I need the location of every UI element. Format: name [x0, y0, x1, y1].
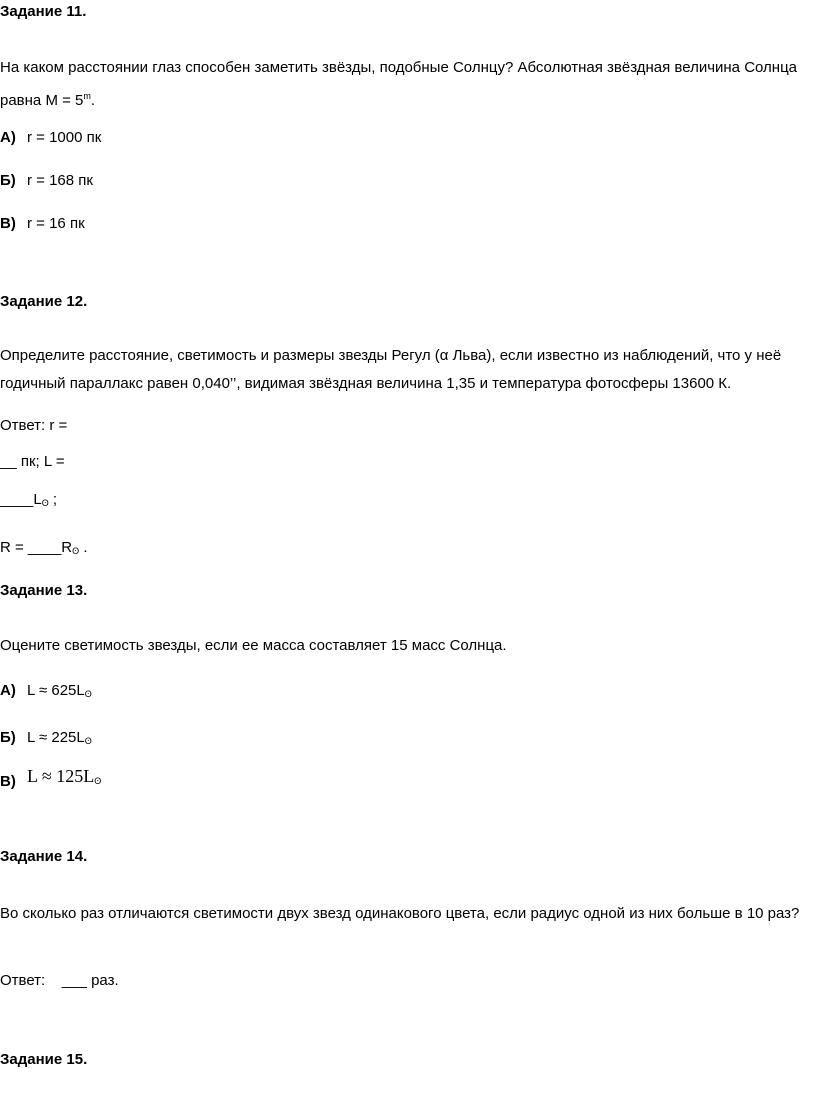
- task-13-option-c: [0, 766, 101, 792]
- task-11-question-end: .: [90, 92, 96, 109]
- task-15-heading: Задание 15.: [0, 1051, 88, 1068]
- task-13-heading: Задание 13.: [0, 582, 88, 599]
- task-11-option-a: [0, 128, 101, 148]
- radius-blank: R = ____R: [0, 539, 73, 556]
- option-label: А): [0, 682, 16, 699]
- sun-symbol: ʘ: [41, 498, 49, 508]
- sun-symbol: ʘ: [84, 689, 92, 699]
- option-label: В): [0, 215, 16, 232]
- task-11-option-b: [0, 171, 93, 191]
- task-14-answer: Ответ: ___ раз.: [0, 972, 119, 989]
- option-text: L ≈ 125L: [27, 766, 95, 786]
- task-11-question-text: На каком расстоянии глаз способен заметить звёзды, подобные Солнцу? Абсолютная звёздная величина Солнца равна М = 5: [0, 59, 798, 109]
- task-11-magnitude-unit: m: [83, 91, 91, 101]
- option-label: В): [0, 773, 16, 790]
- option-text: L ≈ 225L: [27, 729, 85, 746]
- sun-symbol: ʘ: [72, 546, 80, 556]
- task-13-question: Оцените светимость звезды, если ее масса составляет 15 масс Солнца.: [0, 637, 507, 654]
- sun-symbol: ʘ: [84, 736, 92, 746]
- task-12-answer-line-3: [0, 490, 57, 513]
- task-11-option-c: [0, 214, 85, 234]
- option-text: r = 16 пк: [27, 215, 85, 232]
- option-label: А): [0, 129, 16, 146]
- task-12-answer-line-1: Ответ: r =: [0, 417, 68, 434]
- option-text: L ≈ 625L: [27, 682, 85, 699]
- option-text: r = 168 пк: [27, 172, 93, 189]
- sun-symbol: ʘ: [94, 776, 102, 786]
- task-12-answer-line-2: __ пк; L =: [0, 453, 65, 470]
- task-12-answer-line-4: [0, 538, 88, 561]
- task-14-question: Во сколько раз отличаются светимости двух звезд одинакового цвета, если радиус одной из них больше в 10 раз?: [0, 905, 800, 922]
- separator: ;: [48, 491, 58, 508]
- task-11-question: [0, 54, 812, 115]
- task-14-heading: Задание 14.: [0, 848, 88, 865]
- task-12-question: Определите расстояние, светимость и размеры звезды Регул (α Льва), если известно из наблюдений, что у неё годичный параллакс равен 0,040’’, видимая звёздная величина 1,35 и температура фотосферы 13600 К.: [0, 347, 782, 392]
- task-11-heading: Задание 11.: [0, 3, 87, 20]
- luminosity-blank: ____L: [0, 491, 42, 508]
- option-text: r = 1000 пк: [27, 129, 102, 146]
- option-label: Б): [0, 172, 16, 189]
- task-13-option-a: [0, 681, 92, 704]
- terminator: .: [79, 539, 88, 556]
- option-label: Б): [0, 729, 16, 746]
- task-13-option-b: [0, 728, 92, 751]
- task-12-heading: Задание 12.: [0, 293, 88, 310]
